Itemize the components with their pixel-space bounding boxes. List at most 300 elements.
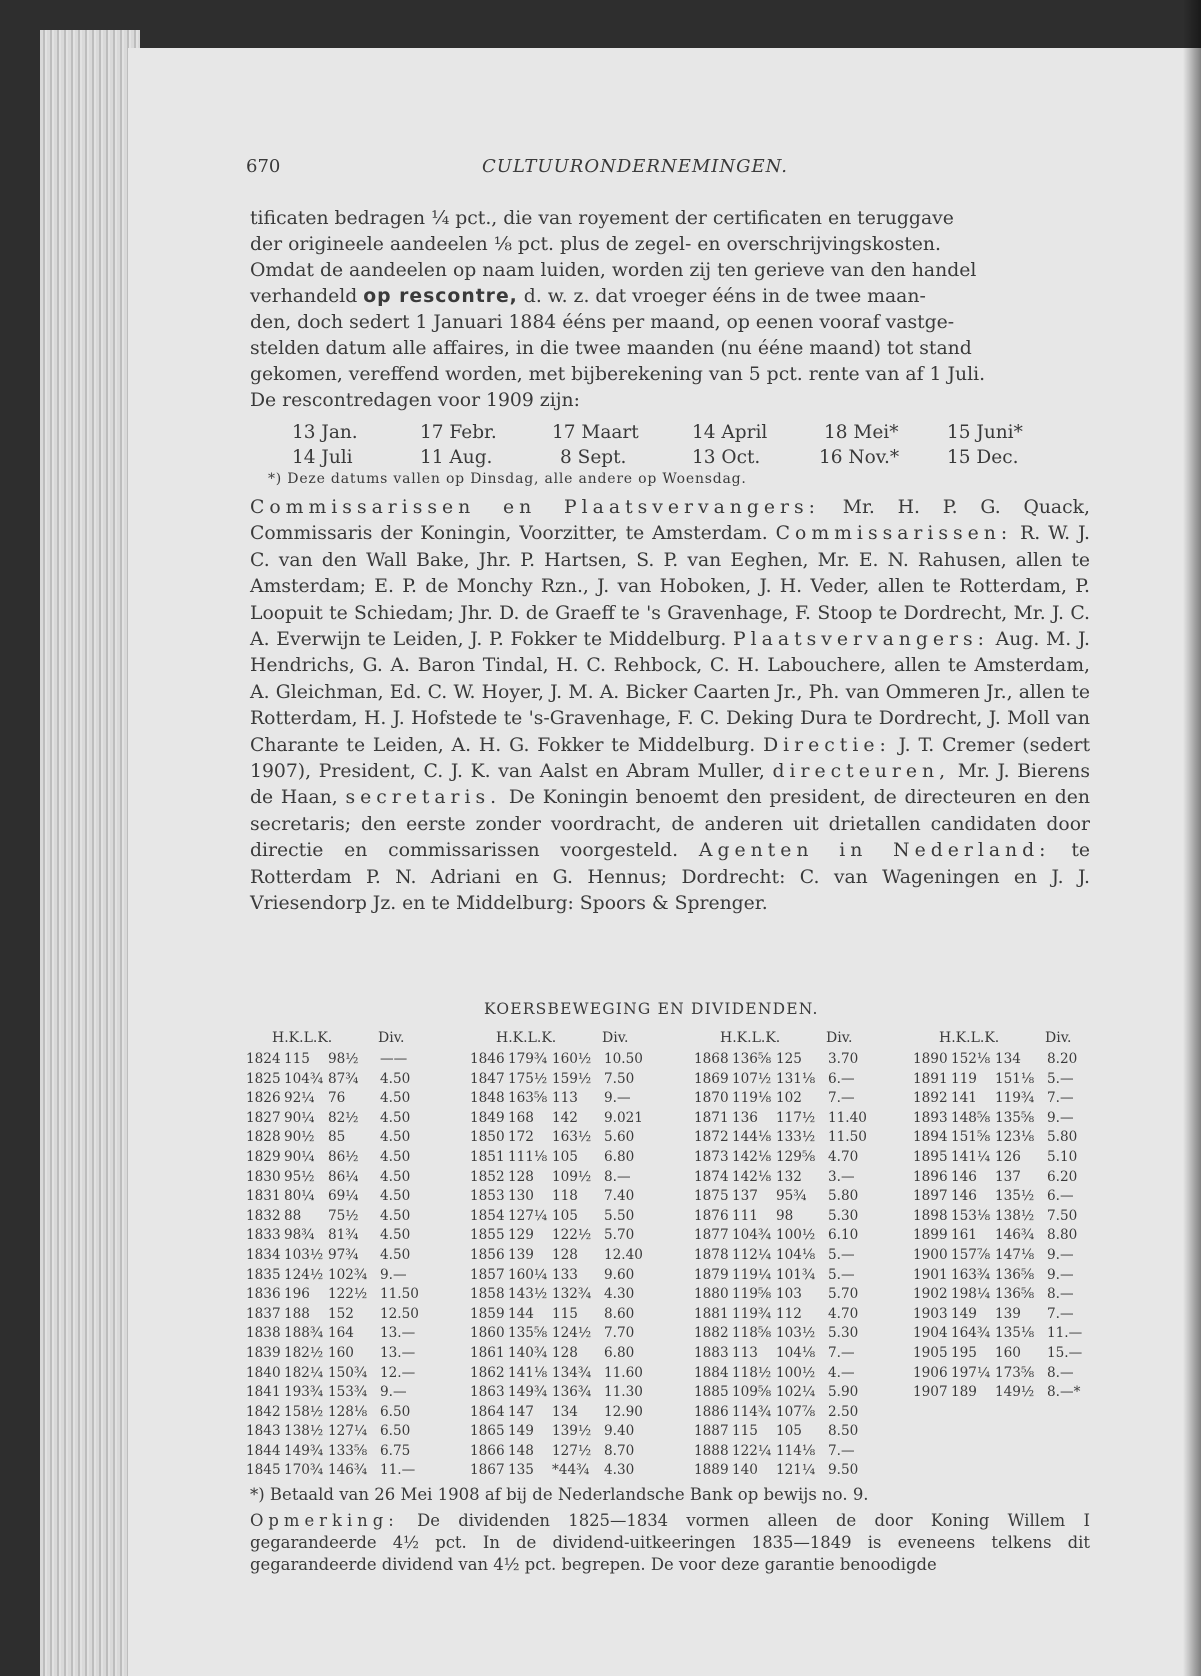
dividend-cell: 5.80 (1047, 1129, 1078, 1146)
high-cell: 179¾ (508, 1051, 548, 1067)
dividend-cell: 13.— (380, 1325, 416, 1342)
low-cell: 125 (776, 1051, 802, 1067)
low-cell: 75½ (328, 1207, 359, 1224)
dividend-cell: 4.50 (380, 1188, 411, 1205)
year-cell: 1883 (694, 1344, 729, 1361)
year-cell: 1880 (694, 1286, 729, 1303)
year-cell: 1893 (913, 1109, 948, 1126)
dividend-cell: 12.90 (604, 1403, 643, 1420)
dividend-cell: 5.70 (828, 1286, 859, 1303)
column-header-hkl: H.K.L.K. (496, 1030, 557, 1046)
dividend-cell: 7.— (828, 1344, 855, 1361)
dividend-cell: 6.50 (380, 1403, 411, 1420)
remark-text (250, 1510, 1090, 1576)
dividend-cell: 4.— (828, 1364, 855, 1381)
low-cell: 133½ (776, 1129, 816, 1146)
year-cell: 1845 (246, 1462, 281, 1479)
date-cell: 14 April (692, 422, 768, 443)
high-cell: 114¾ (732, 1403, 772, 1420)
high-cell: 138½ (284, 1423, 324, 1440)
dividend-cell: 7.— (1047, 1090, 1074, 1107)
year-cell: 1861 (470, 1344, 505, 1361)
text-run: Mr. J. Bierens de Haan, (250, 761, 1090, 809)
text-run: d. w. z. dat vroeger ééns in de twee maan- (517, 286, 926, 307)
high-cell: 163¾ (951, 1266, 991, 1283)
dividend-cell: 8.80 (1047, 1227, 1078, 1244)
text-run: J. T. Cremer (sedert 1907), President, C. J. K. van Aalst en Abram Muller, (250, 734, 1091, 783)
text-run: Mr. H. P. G. Quack, Commissaris der Koningin, Voorzitter, te Amsterdam. (250, 497, 1091, 545)
dividend-cell: 9.— (1047, 1246, 1074, 1263)
date-cell: 15 Juni* (947, 422, 1023, 443)
low-cell: 105 (552, 1148, 578, 1165)
high-cell: 141 (951, 1090, 977, 1107)
text-run: R. W. J. C. van den Wall Bake, Jhr. P. Hartsen, S. P. van Eeghen, Mr. E. N. Rahusen, allen te Amsterdam; E. P. de Monchy Rzn., J. van Hoboken, J. H. Veder, allen te Rotterdam, P. Loopuit te Schiedam; Jhr. D. de Graeff te 's Gravenhage, F. Stoop te Dordrecht, Mr. J. C. A. Everwijn te Leiden, J. P. Fokker te Middelburg. (250, 523, 1090, 651)
year-cell: 1901 (913, 1266, 948, 1283)
high-cell: 148 (508, 1442, 534, 1459)
dividend-cell: 5.10 (1047, 1148, 1078, 1165)
low-cell: 115 (552, 1305, 578, 1322)
low-cell: 122½ (328, 1286, 368, 1303)
low-cell: 135½ (995, 1188, 1035, 1205)
low-cell: 173⅝ (995, 1364, 1035, 1381)
year-cell: 1868 (694, 1051, 729, 1067)
text-line: Omdat de aandeelen op naam luiden, worden zij ten gerieve van den handel (250, 260, 977, 281)
board-text (250, 495, 1090, 918)
date-cell: 13 Jan. (292, 422, 358, 443)
dividend-cell: 11.40 (828, 1109, 867, 1126)
board-paragraph (250, 495, 1090, 918)
low-cell: 97¾ (328, 1246, 359, 1263)
low-cell: 128 (552, 1344, 578, 1361)
year-cell: 1841 (246, 1384, 281, 1401)
dividend-cell: 9.60 (604, 1266, 635, 1283)
low-cell: 134¾ (552, 1364, 592, 1381)
high-cell: 124½ (284, 1266, 324, 1283)
low-cell: 86½ (328, 1148, 359, 1165)
year-cell: 1891 (913, 1070, 948, 1087)
low-cell: 118 (552, 1188, 578, 1205)
high-cell: 170¾ (284, 1462, 324, 1479)
high-cell: 168 (508, 1109, 534, 1126)
high-cell: 193¾ (284, 1384, 324, 1401)
dividend-cell: 9.50 (828, 1462, 859, 1479)
high-cell: 142⅛ (732, 1168, 772, 1185)
dividend-cell: 5.80 (828, 1188, 859, 1205)
year-cell: 1837 (246, 1305, 281, 1322)
dividend-cell: 8.— (1047, 1364, 1074, 1381)
high-cell: 127¼ (508, 1207, 548, 1224)
year-cell: 1847 (470, 1070, 505, 1087)
high-cell: 118½ (732, 1364, 772, 1381)
commissarissen-heading: Commissarissen en Plaatsvervangers: (250, 497, 820, 518)
high-cell: 195 (951, 1344, 977, 1361)
low-cell: 151⅛ (995, 1070, 1035, 1087)
high-cell: 140 (732, 1462, 758, 1479)
low-cell: 98 (776, 1207, 794, 1224)
low-cell: 122½ (552, 1227, 592, 1244)
year-cell: 1851 (470, 1148, 505, 1165)
low-cell: 137 (995, 1168, 1021, 1185)
dividend-cell: 4.30 (604, 1286, 635, 1303)
low-cell: 82½ (328, 1109, 359, 1126)
high-cell: 115 (284, 1051, 310, 1067)
dividend-cell: 13.— (380, 1344, 416, 1361)
dividend-cell: 15.— (1047, 1344, 1083, 1361)
dividend-cell: 11.50 (828, 1129, 867, 1146)
high-cell: 122¼ (732, 1442, 772, 1459)
year-cell: 1869 (694, 1070, 729, 1087)
running-title: CULTUURONDERNEMINGEN. (482, 156, 788, 177)
high-cell: 98¾ (284, 1227, 315, 1244)
low-cell: 127¼ (328, 1423, 368, 1440)
year-cell: 1877 (694, 1227, 729, 1244)
year-cell: 1825 (246, 1070, 281, 1087)
year-cell: 1840 (246, 1364, 281, 1381)
dividend-cell: 11.— (380, 1462, 416, 1479)
low-cell: 85 (328, 1129, 346, 1146)
high-cell: 153⅛ (951, 1207, 991, 1224)
text-line: gekomen, vereffend worden, met bijberekening van 5 pct. rente van af 1 Juli. (250, 364, 986, 385)
high-cell: 95½ (284, 1168, 315, 1185)
high-cell: 141¼ (951, 1148, 991, 1165)
low-cell: 160 (328, 1344, 354, 1361)
year-cell: 1871 (694, 1109, 729, 1126)
high-cell: 152⅛ (951, 1051, 991, 1067)
high-cell: 139 (508, 1246, 534, 1263)
low-cell: 160½ (552, 1051, 592, 1067)
date-cell: 8 Sept. (560, 447, 627, 468)
dividend-cell: 12.50 (380, 1305, 419, 1322)
low-cell: 102¼ (776, 1384, 816, 1401)
dividend-cell: 6.— (828, 1070, 855, 1087)
low-cell: 102 (776, 1090, 802, 1107)
year-cell: 1836 (246, 1286, 281, 1303)
high-cell: 107½ (732, 1070, 772, 1087)
low-cell: 132¾ (552, 1286, 592, 1303)
high-cell: 92¼ (284, 1090, 315, 1107)
dividend-cell: 5.60 (604, 1129, 635, 1146)
high-cell: 196 (284, 1286, 310, 1303)
year-cell: 1895 (913, 1148, 948, 1165)
year-cell: 1838 (246, 1325, 281, 1342)
dividend-cell: —— (380, 1051, 408, 1067)
high-cell: 151⅝ (951, 1129, 991, 1146)
column-header-hkl: H.K.L.K. (939, 1030, 1000, 1046)
dividend-cell: 5.70 (604, 1227, 635, 1244)
text-run: De dividenden 1825—1834 vormen alleen de door Koning Willem I gegarandeerde 4½ pct. In de dividend-uitkeeringen 1835—1849 is eveneens telkens dit gegarandeerde dividend van 4½ pct. begrepen. De voor deze garantie benoodigde (250, 1511, 1090, 1574)
high-cell: 90¼ (284, 1148, 315, 1165)
dividend-cell: 8.— (604, 1168, 631, 1185)
low-cell: 164 (328, 1325, 354, 1342)
low-cell: 121¼ (776, 1462, 816, 1479)
high-cell: 141⅛ (508, 1364, 548, 1381)
low-cell: 128⅛ (328, 1403, 368, 1420)
low-cell: 147⅛ (995, 1246, 1035, 1263)
year-cell: 1853 (470, 1188, 505, 1205)
text-line: stelden datum alle affaires, in die twee maanden (nu ééne maand) tot stand (250, 338, 972, 359)
year-cell: 1828 (246, 1129, 281, 1146)
year-cell: 1902 (913, 1286, 948, 1303)
year-cell: 1863 (470, 1384, 505, 1401)
year-cell: 1857 (470, 1266, 505, 1283)
dividend-cell: 6.20 (1047, 1168, 1078, 1185)
dates-footnote: *) Deze datums vallen op Dinsdag, alle andere op Woensdag. (268, 471, 747, 487)
dividend-cell: 5.50 (604, 1207, 635, 1224)
dividend-cell: 7.— (828, 1090, 855, 1107)
low-cell: *44¾ (552, 1462, 590, 1479)
year-cell: 1881 (694, 1305, 729, 1322)
dates-row (292, 445, 1052, 470)
intro-paragraph (250, 206, 1090, 414)
year-cell: 1867 (470, 1462, 505, 1479)
low-cell: 104⅛ (776, 1246, 816, 1263)
date-cell: 14 Juli (292, 447, 353, 468)
year-cell: 1886 (694, 1403, 729, 1420)
column-header-hkl: H.K.L.K. (272, 1030, 333, 1046)
low-cell: 102¾ (328, 1266, 368, 1283)
dividend-cell: 11.50 (380, 1286, 419, 1303)
year-cell: 1904 (913, 1325, 948, 1342)
dividend-cell: 12.— (380, 1364, 416, 1381)
year-cell: 1874 (694, 1168, 729, 1185)
low-cell: 138½ (995, 1207, 1035, 1224)
low-cell: 129⅝ (776, 1148, 816, 1165)
low-cell: 126 (995, 1148, 1021, 1165)
text-line: tificaten bedragen ¼ pct., die van royement der certificaten en teruggave (250, 208, 954, 229)
year-cell: 1876 (694, 1207, 729, 1224)
high-cell: 172 (508, 1129, 534, 1146)
low-cell: 104⅛ (776, 1344, 816, 1361)
low-cell: 136⅝ (995, 1286, 1035, 1303)
year-cell: 1887 (694, 1423, 729, 1440)
dividend-cell: 8.— (1047, 1286, 1074, 1303)
year-cell: 1846 (470, 1051, 505, 1067)
dividend-cell: 8.70 (604, 1442, 635, 1459)
year-cell: 1878 (694, 1246, 729, 1263)
dividend-cell: 11.— (1047, 1325, 1083, 1342)
directie-heading: Directie: (763, 734, 891, 756)
rescontre-dates (292, 420, 1052, 470)
low-cell: 103½ (776, 1325, 816, 1342)
year-cell: 1866 (470, 1442, 505, 1459)
dividend-cell: 8.60 (604, 1305, 635, 1322)
high-cell: 136 (732, 1109, 758, 1126)
remark-heading: Opmerking: (250, 1511, 399, 1530)
dividend-cell: 4.50 (380, 1207, 411, 1224)
high-cell: 111 (732, 1207, 758, 1224)
low-cell: 107⅞ (776, 1403, 816, 1420)
year-cell: 1829 (246, 1148, 281, 1165)
dividend-cell: 8.20 (1047, 1051, 1078, 1067)
dividend-cell: 9.— (1047, 1266, 1074, 1283)
column-header-div: Div. (602, 1030, 629, 1046)
high-cell: 198¼ (951, 1286, 991, 1303)
high-cell: 140¾ (508, 1344, 548, 1361)
text-run: te Rotterdam P. N. Adriani en G. Hennus; Dordrecht: C. van Wageningen en J. J. Vriesendorp Jz. en te Middelburg: Spoors & Sprenger. (250, 840, 1090, 915)
column-header-hkl: H.K.L.K. (720, 1030, 781, 1046)
year-cell: 1839 (246, 1344, 281, 1361)
low-cell: 136¾ (552, 1384, 592, 1401)
low-cell: 101¾ (776, 1266, 816, 1283)
high-cell: 135⅝ (508, 1325, 548, 1342)
dividend-cell: 12.40 (604, 1246, 643, 1263)
high-cell: 146 (951, 1168, 977, 1185)
low-cell: 132 (776, 1168, 802, 1185)
dividend-cell: 9.— (1047, 1109, 1074, 1126)
high-cell: 160¼ (508, 1266, 548, 1283)
high-cell: 142⅛ (732, 1148, 772, 1165)
dividend-cell: 6.10 (828, 1227, 859, 1244)
dividend-cell: 6.75 (380, 1442, 411, 1459)
low-cell: 100½ (776, 1227, 816, 1244)
year-cell: 1860 (470, 1325, 505, 1342)
year-cell: 1826 (246, 1090, 281, 1107)
low-cell: 113 (552, 1090, 578, 1107)
high-cell: 137 (732, 1188, 758, 1205)
text-run: verhandeld (250, 286, 364, 307)
year-cell: 1859 (470, 1305, 505, 1322)
low-cell: 81¾ (328, 1227, 359, 1244)
dividend-cell: 5.— (1047, 1070, 1074, 1087)
low-cell: 69¼ (328, 1188, 359, 1205)
dividend-cell: 4.30 (604, 1462, 635, 1479)
remark-paragraph (250, 1510, 1090, 1576)
high-cell: 104¾ (284, 1070, 324, 1087)
low-cell: 159½ (552, 1070, 592, 1087)
year-cell: 1892 (913, 1090, 948, 1107)
dividend-cell: 4.50 (380, 1227, 411, 1244)
high-cell: 161 (951, 1227, 977, 1244)
high-cell: 80¼ (284, 1188, 315, 1205)
high-cell: 109⅝ (732, 1384, 772, 1401)
high-cell: 129 (508, 1227, 534, 1244)
high-cell: 197¼ (951, 1364, 991, 1381)
date-cell: 15 Dec. (947, 447, 1019, 468)
low-cell: 134 (995, 1051, 1021, 1067)
year-cell: 1888 (694, 1442, 729, 1459)
book-page-edges (40, 30, 140, 1676)
dividend-cell: 4.70 (828, 1305, 859, 1322)
secretaris-heading: secretaris. (345, 787, 502, 809)
commissarissen-subheading: Commissarissen: (775, 523, 1013, 545)
year-cell: 1848 (470, 1090, 505, 1107)
low-cell: 100½ (776, 1364, 816, 1381)
year-cell: 1907 (913, 1384, 948, 1401)
dividend-cell: 5.30 (828, 1207, 859, 1224)
low-cell: 109½ (552, 1168, 592, 1185)
year-cell: 1894 (913, 1129, 948, 1146)
year-cell: 1862 (470, 1364, 505, 1381)
year-cell: 1875 (694, 1188, 729, 1205)
directeuren-heading: directeuren, (772, 761, 951, 783)
low-cell: 153¾ (328, 1384, 368, 1401)
low-cell: 86¼ (328, 1168, 359, 1185)
dividend-cell: 7.50 (604, 1070, 635, 1087)
year-cell: 1850 (470, 1129, 505, 1146)
year-cell: 1832 (246, 1207, 281, 1224)
text-line (250, 284, 1090, 310)
low-cell: 98½ (328, 1051, 359, 1067)
year-cell: 1879 (694, 1266, 729, 1283)
low-cell: 76 (328, 1090, 346, 1107)
year-cell: 1870 (694, 1090, 729, 1107)
low-cell: 135⅛ (995, 1325, 1035, 1342)
dividend-cell: 9.021 (604, 1109, 643, 1126)
dividend-cell: 7.40 (604, 1188, 635, 1205)
low-cell: 124½ (552, 1325, 592, 1342)
year-cell: 1856 (470, 1246, 505, 1263)
dividend-cell: 9.— (380, 1384, 407, 1401)
dividend-cell: 9.— (380, 1266, 407, 1283)
dividend-cell: 6.50 (380, 1423, 411, 1440)
dividend-cell: 4.50 (380, 1129, 411, 1146)
low-cell: 95¾ (776, 1188, 807, 1205)
dividend-cell: 4.50 (380, 1109, 411, 1126)
low-cell: 160 (995, 1344, 1021, 1361)
date-cell: 17 Febr. (420, 422, 497, 443)
column-header-div: Div. (378, 1030, 405, 1046)
year-cell: 1903 (913, 1305, 948, 1322)
year-cell: 1896 (913, 1168, 948, 1185)
high-cell: 189 (951, 1384, 977, 1401)
high-cell: 103½ (284, 1246, 324, 1263)
table-footnote: *) Betaald van 26 Mei 1908 af bij de Nederlandsche Bank op bewijs no. 9. (250, 1485, 869, 1504)
text-run: Aug. M. J. Hendrichs, G. A. Baron Tindal, H. C. Rehbock, C. H. Labouchere, allen te Amsterdam, A. Gleichman, Ed. C. W. Hoyer, J. M. A. Bicker Caarten Jr., Ph. van Ommeren Jr., allen te Rotterdam, H. J. Hofstede te 's-Gravenhage, F. C. Deking Dura te Dordrecht, J. Moll van Charante te Leiden, A. H. G. Fokker te Middelburg. (250, 629, 1090, 756)
page-header (246, 156, 1096, 180)
dividend-cell: 4.70 (828, 1148, 859, 1165)
year-cell: 1865 (470, 1423, 505, 1440)
dividend-cell: 4.50 (380, 1246, 411, 1263)
low-cell: 139 (995, 1305, 1021, 1322)
dividend-cell: 4.50 (380, 1070, 411, 1087)
year-cell: 1833 (246, 1227, 281, 1244)
low-cell: 133⅝ (328, 1442, 368, 1459)
rescontre-term: op rescontre, (363, 286, 518, 307)
low-cell: 149½ (995, 1384, 1035, 1401)
year-cell: 1855 (470, 1227, 505, 1244)
year-cell: 1872 (694, 1129, 729, 1146)
high-cell: 143½ (508, 1286, 548, 1303)
dividend-cell: 4.50 (380, 1090, 411, 1107)
low-cell: 105 (776, 1423, 802, 1440)
high-cell: 90¼ (284, 1109, 315, 1126)
year-cell: 1854 (470, 1207, 505, 1224)
high-cell: 149¾ (508, 1384, 548, 1401)
dividend-cell: 6.80 (604, 1344, 635, 1361)
date-cell: 13 Oct. (692, 447, 761, 468)
year-cell: 1897 (913, 1188, 948, 1205)
low-cell: 146¾ (328, 1462, 368, 1479)
dividend-cell: 5.90 (828, 1384, 859, 1401)
high-cell: 90½ (284, 1129, 315, 1146)
low-cell: 119¾ (995, 1090, 1035, 1107)
low-cell: 117½ (776, 1109, 816, 1126)
dividend-cell: 6.80 (604, 1148, 635, 1165)
high-cell: 135 (508, 1462, 534, 1479)
high-cell: 113 (732, 1344, 758, 1361)
year-cell: 1844 (246, 1442, 281, 1459)
high-cell: 119 (951, 1070, 977, 1087)
low-cell: 128 (552, 1246, 578, 1263)
dividend-cell: 11.60 (604, 1364, 643, 1381)
year-cell: 1882 (694, 1325, 729, 1342)
high-cell: 182¼ (284, 1364, 324, 1381)
high-cell: 119⅝ (732, 1286, 772, 1303)
high-cell: 144⅛ (732, 1129, 772, 1146)
column-header-div: Div. (1045, 1030, 1072, 1046)
high-cell: 88 (284, 1207, 302, 1224)
low-cell: 127½ (552, 1442, 592, 1459)
